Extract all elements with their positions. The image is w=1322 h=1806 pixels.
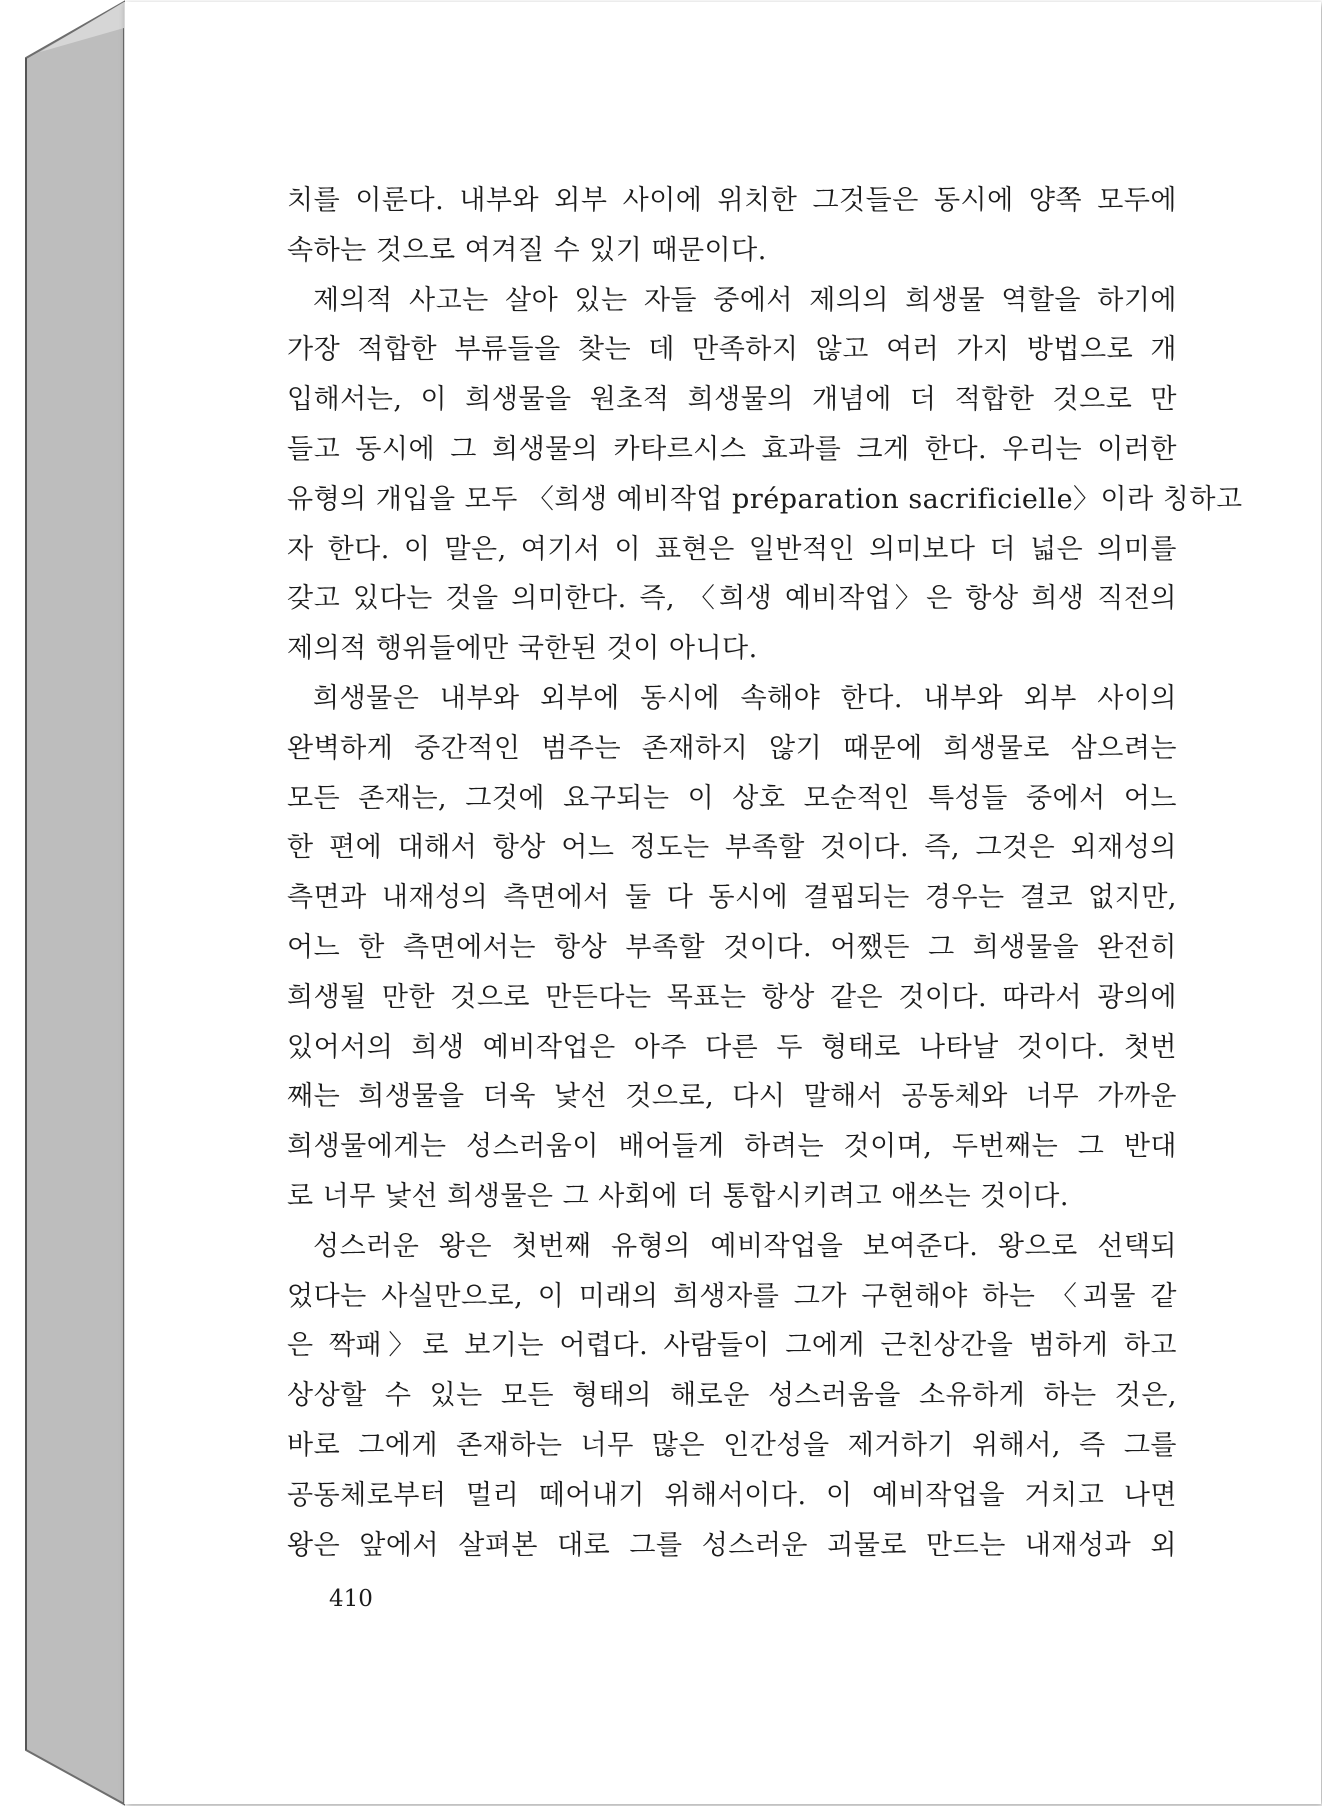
text-line: 자 한다. 이 말은, 여기서 이 표현은 일반적인 의미보다 더 넓은 의미를 bbox=[287, 533, 1177, 565]
text-line: 공동체로부터 멀리 떼어내기 위해서이다. 이 예비작업을 거치고 나면 bbox=[287, 1479, 1177, 1511]
text-line: 성스러운 왕은 첫번째 유형의 예비작업을 보여준다. 왕으로 선택되 bbox=[313, 1230, 1177, 1262]
text-line: 왕은 앞에서 살펴본 대로 그를 성스러운 괴물로 만드는 내재성과 외 bbox=[287, 1529, 1177, 1561]
book-spine bbox=[0, 0, 130, 1806]
text-line: 들고 동시에 그 희생물의 카타르시스 효과를 크게 한다. 우리는 이러한 bbox=[287, 433, 1177, 465]
text-line: 희생될 만한 것으로 만든다는 목표는 항상 같은 것이다. 따라서 광의에 bbox=[287, 981, 1177, 1013]
text-line: 속하는 것으로 여겨질 수 있기 때문이다. bbox=[287, 234, 767, 266]
text-line: 은 짝패〉로 보기는 어렵다. 사람들이 그에게 근친상간을 범하게 하고 bbox=[287, 1330, 1177, 1362]
text-line: 어느 한 측면에서는 항상 부족할 것이다. 어쨌든 그 희생물을 완전히 bbox=[287, 931, 1177, 963]
text-line: 로 너무 낯선 희생물은 그 사회에 더 통합시키려고 애쓰는 것이다. bbox=[287, 1180, 1069, 1212]
text-line: 있어서의 희생 예비작업은 아주 다른 두 형태로 나타날 것이다. 첫번 bbox=[287, 1031, 1177, 1063]
text-line: 갖고 있다는 것을 의미한다. 즉, 〈희생 예비작업〉은 항상 희생 직전의 bbox=[287, 583, 1177, 615]
text-line: 희생물에게는 성스러움이 배어들게 하려는 것이며, 두번째는 그 반대 bbox=[287, 1131, 1177, 1163]
text-line: 유형의 개입을 모두 〈희생 예비작업 préparation sacrificielle〉이라 칭하고 bbox=[287, 483, 1243, 515]
text-line: 바로 그에게 존재하는 너무 많은 인간성을 제거하기 위해서, 즉 그를 bbox=[287, 1429, 1177, 1461]
text-line: 완벽하게 중간적인 범주는 존재하지 않기 때문에 희생물로 삼으려는 bbox=[287, 732, 1177, 764]
text-line: 제의적 사고는 살아 있는 자들 중에서 제의의 희생물 역할을 하기에 bbox=[313, 284, 1177, 316]
text-line: 째는 희생물을 더욱 낯선 것으로, 다시 말해서 공동체와 너무 가까운 bbox=[287, 1081, 1177, 1113]
text-line: 모든 존재는, 그것에 요구되는 이 상호 모순적인 특성들 중에서 어느 bbox=[287, 782, 1177, 814]
text-line: 희생물은 내부와 외부에 동시에 속해야 한다. 내부와 외부 사이의 bbox=[313, 682, 1177, 714]
text-line: 었다는 사실만으로, 이 미래의 희생자를 그가 구현해야 하는 〈괴물 같 bbox=[287, 1280, 1177, 1312]
text-line: 상상할 수 있는 모든 형태의 해로운 성스러움을 소유하게 하는 것은, bbox=[287, 1380, 1177, 1412]
page-text bbox=[287, 176, 1243, 1570]
text-line: 제의적 행위들에만 국한된 것이 아니다. bbox=[287, 633, 758, 665]
text-line: 가장 적합한 부류들을 찾는 데 만족하지 않고 여러 가지 방법으로 개 bbox=[287, 334, 1177, 366]
text-line: 치를 이룬다. 내부와 외부 사이에 위치한 그것들은 동시에 양쪽 모두에 bbox=[287, 185, 1177, 216]
text-line: 입해서는, 이 희생물을 원초적 희생물의 개념에 더 적합한 것으로 만 bbox=[287, 384, 1177, 416]
text-line: 측면과 내재성의 측면에서 둘 다 동시에 결핍되는 경우는 결코 없지만, bbox=[287, 882, 1177, 914]
text-line: 한 편에 대해서 항상 어느 정도는 부족할 것이다. 즉, 그것은 외재성의 bbox=[287, 832, 1177, 864]
page-number: 410 bbox=[329, 1586, 373, 1612]
